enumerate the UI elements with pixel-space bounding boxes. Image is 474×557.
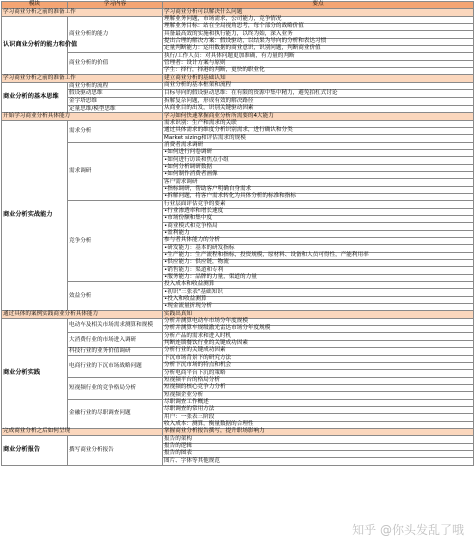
- point-cell: 行业层面评估竞争的要素: [163, 201, 474, 208]
- point-cell: •销售能力：渠道和专利: [163, 267, 474, 274]
- table-body: [2, 9, 474, 465]
- content-cell: 金字塔思维: [68, 98, 163, 106]
- point-cell: 消费者需求调研: [163, 142, 474, 149]
- section-title-row: [2, 311, 474, 318]
- content-cell: 需求调研: [68, 142, 163, 201]
- watermark-text: 知乎 @你头发乱了哦: [352, 523, 464, 537]
- point-cell: 定量判断能力：运用数据的商业意识，识别问题，判断商业价值: [163, 45, 474, 52]
- content-cell: 金融行业的尽职调查问题: [68, 399, 163, 428]
- section-title: 通过具体的案例实践商业分析具体能力: [2, 311, 163, 318]
- content-cell: 效益分析: [68, 281, 163, 310]
- point-cell: 分析并测算电动车市场分年度规模: [163, 318, 474, 325]
- point-cell: 用户：一张表三阶段: [163, 414, 474, 421]
- curriculum-table: [1, 1, 474, 466]
- point-cell: •如何进行问卷调研: [163, 150, 474, 157]
- point-cell: •拆解问题，将客户需求转化为具体分析的标准和指标: [163, 194, 474, 201]
- point-cell: 报告的逻辑: [163, 443, 474, 450]
- point-cell: 尽职调查工作概述: [163, 399, 474, 406]
- point-cell: •服务能力：品牌的力量，渠道的力量: [163, 274, 474, 281]
- content-cell: 商业分析的流程: [68, 82, 163, 90]
- point-cell: 报告的架构: [163, 436, 474, 443]
- table-row: [2, 142, 474, 149]
- point-cell: 具备最高效的实施和执行能力，以终为始，深入业务: [163, 31, 474, 38]
- point-cell: •指标调研，帮助客户明确自身需求: [163, 186, 474, 193]
- point-cell: 短视频企业分析: [163, 392, 474, 399]
- table-row: [2, 333, 474, 340]
- section-title-point: 建立商业分析的基础认知: [163, 75, 474, 82]
- module-cell: 商业分析实践: [2, 318, 68, 428]
- section-title: 完成商业分析之后如何呈现: [2, 428, 163, 435]
- module-cell: 商业分析实战能力: [2, 120, 68, 311]
- content-cell: 电商行业的下沉市场战略问题: [68, 355, 163, 377]
- point-cell: 理解业务问题，市场需求，公司能力，竞争情况: [163, 16, 474, 23]
- point-cell: Market sizing和评估需求的规模: [163, 135, 474, 142]
- point-cell: 短视频平台的格局分析: [163, 377, 474, 384]
- module-cell: 商业分析的基本思维: [2, 82, 68, 113]
- table-row: [2, 377, 474, 384]
- point-cell: 分析电商平台下沉的策略: [163, 370, 474, 377]
- section-title-row: [2, 428, 474, 435]
- point-cell: 学生：择行，择港的判断，更快的职业化: [163, 67, 474, 74]
- point-cell: •市场份额和集中度: [163, 216, 474, 223]
- point-cell: 提出合理的解决方案：假设驱动，以结果为导向的分析和表达习惯: [163, 38, 474, 45]
- content-cell: 商业分析的价值: [68, 53, 163, 75]
- table-header-row: [2, 2, 474, 9]
- point-cell: •商业模式和竞争格局: [163, 223, 474, 230]
- point-cell: 分析行业的关键成功因素: [163, 347, 474, 355]
- point-cell: 客户需求调研: [163, 179, 474, 186]
- table-row: [2, 105, 474, 113]
- section-title-point: 学习商业分析可以解决什么问题: [163, 9, 474, 16]
- point-cell: •如何进行访谈和焦点小组: [163, 157, 474, 164]
- section-title: 学习商业分析之前的准备工作: [2, 75, 163, 82]
- point-cell: •投入和收益测算: [163, 296, 474, 303]
- table-row: [2, 90, 474, 98]
- point-cell: 参与者具体能力的分析: [163, 238, 474, 245]
- table-row: [2, 436, 474, 443]
- table-row: [2, 355, 474, 362]
- point-cell: 商业分析的基本框架和流程: [163, 82, 474, 90]
- content-cell: 电动车及相关市场需求测算和规模: [68, 318, 163, 333]
- point-cell: •行业渗透率和增长速度: [163, 208, 474, 215]
- watermark: [352, 521, 464, 538]
- point-cell: 下沉市场背景下的研究方法: [163, 355, 474, 362]
- point-cell: 判断连锁餐饮行业的关键成功因素: [163, 340, 474, 347]
- module-cell: 认识商业分析的能力和价值: [2, 16, 68, 75]
- point-cell: •研发能力：基本的研发指标: [163, 245, 474, 252]
- point-cell: 从商业目的出发，识别关键驱动因素: [163, 105, 474, 113]
- header-content: 学习内容: [68, 2, 163, 9]
- content-cell: 商业分析的能力: [68, 16, 163, 53]
- content-cell: 短视频行业的竞争格局分析: [68, 377, 163, 399]
- header-points: 要点: [163, 2, 474, 9]
- point-cell: 收入成本：测算，衡量数据的合理性: [163, 421, 474, 428]
- section-title-point: 实践出真知: [163, 311, 474, 318]
- point-cell: 短视频的核心竞争力分析: [163, 384, 474, 391]
- table-row: [2, 281, 474, 288]
- content-cell: 定量思维/模型思维: [68, 105, 163, 113]
- point-cell: •生产能力：生产流程和指标，投资规模，原材料、设备和人员可得性，产能利用率: [163, 252, 474, 259]
- module-cell: 商业分析报告: [2, 436, 68, 465]
- section-title-row: [2, 75, 474, 82]
- point-cell: 需求识别：生产和需求的关联: [163, 120, 474, 127]
- point-cell: 执行/工作人员：对具体问题更加准确，有力量的判断: [163, 53, 474, 60]
- point-cell: 通过具体需求的维度分析识别需求，进行确认和分类: [163, 128, 474, 135]
- point-cell: •如何制作消费者画像: [163, 172, 474, 179]
- table-row: [2, 347, 474, 355]
- point-cell: 目标导向的假设驱动思维：在有限的资源中集中精力，避免拍杠式讨论: [163, 90, 474, 98]
- content-cell: 竞争分析: [68, 201, 163, 282]
- content-cell: 假设驱动思维: [68, 90, 163, 98]
- content-cell: 撰写商业分析报告: [68, 436, 163, 465]
- table-row: [2, 399, 474, 406]
- table-row: [2, 82, 474, 90]
- point-cell: 分析产品的需求和进入时机: [163, 333, 474, 340]
- point-cell: 投入成本和收益测算: [163, 281, 474, 288]
- point-cell: •初识"三张表"基础知识: [163, 289, 474, 296]
- section-title-row: [2, 113, 474, 120]
- point-cell: 尽职调查的常用方法: [163, 406, 474, 413]
- point-cell: 理解业务目标：站在全局视角思考，每个部分的战略价值: [163, 23, 474, 30]
- point-cell: 图片、字体等其他规范: [163, 458, 474, 465]
- point-cell: •供应能力：供应链，物流: [163, 259, 474, 266]
- point-cell: •盈利能力: [163, 230, 474, 237]
- point-cell: •如何分析调研数据: [163, 164, 474, 171]
- section-title: 开始学习商业分析具体能力: [2, 113, 163, 120]
- content-cell: 大消费行业的市场进入调研: [68, 333, 163, 348]
- point-cell: 拆解复杂问题，形成有效的解决路径: [163, 98, 474, 106]
- table-row: [2, 53, 474, 60]
- section-title-point: 掌握商业分析报告撰写，提升职场影响力: [163, 428, 474, 435]
- point-cell: 分析并测算车规级激光雷达市场分年度规模: [163, 325, 474, 332]
- content-cell: 科技行业的业务价值调研: [68, 347, 163, 355]
- point-cell: 报告的图表: [163, 450, 474, 457]
- section-title-point: 学习如何快速掌握商业分析所需要的4大能力: [163, 113, 474, 120]
- header-module: 模块: [2, 2, 68, 9]
- point-cell: 管理者：设计方案与原则: [163, 60, 474, 67]
- section-title: 学习商业分析之前的准备工作: [2, 9, 163, 16]
- point-cell: •现金流量折现分析: [163, 303, 474, 310]
- content-cell: 需求分析: [68, 120, 163, 142]
- point-cell: 分析下沉市场的特点和机会: [163, 362, 474, 369]
- table-row: [2, 201, 474, 208]
